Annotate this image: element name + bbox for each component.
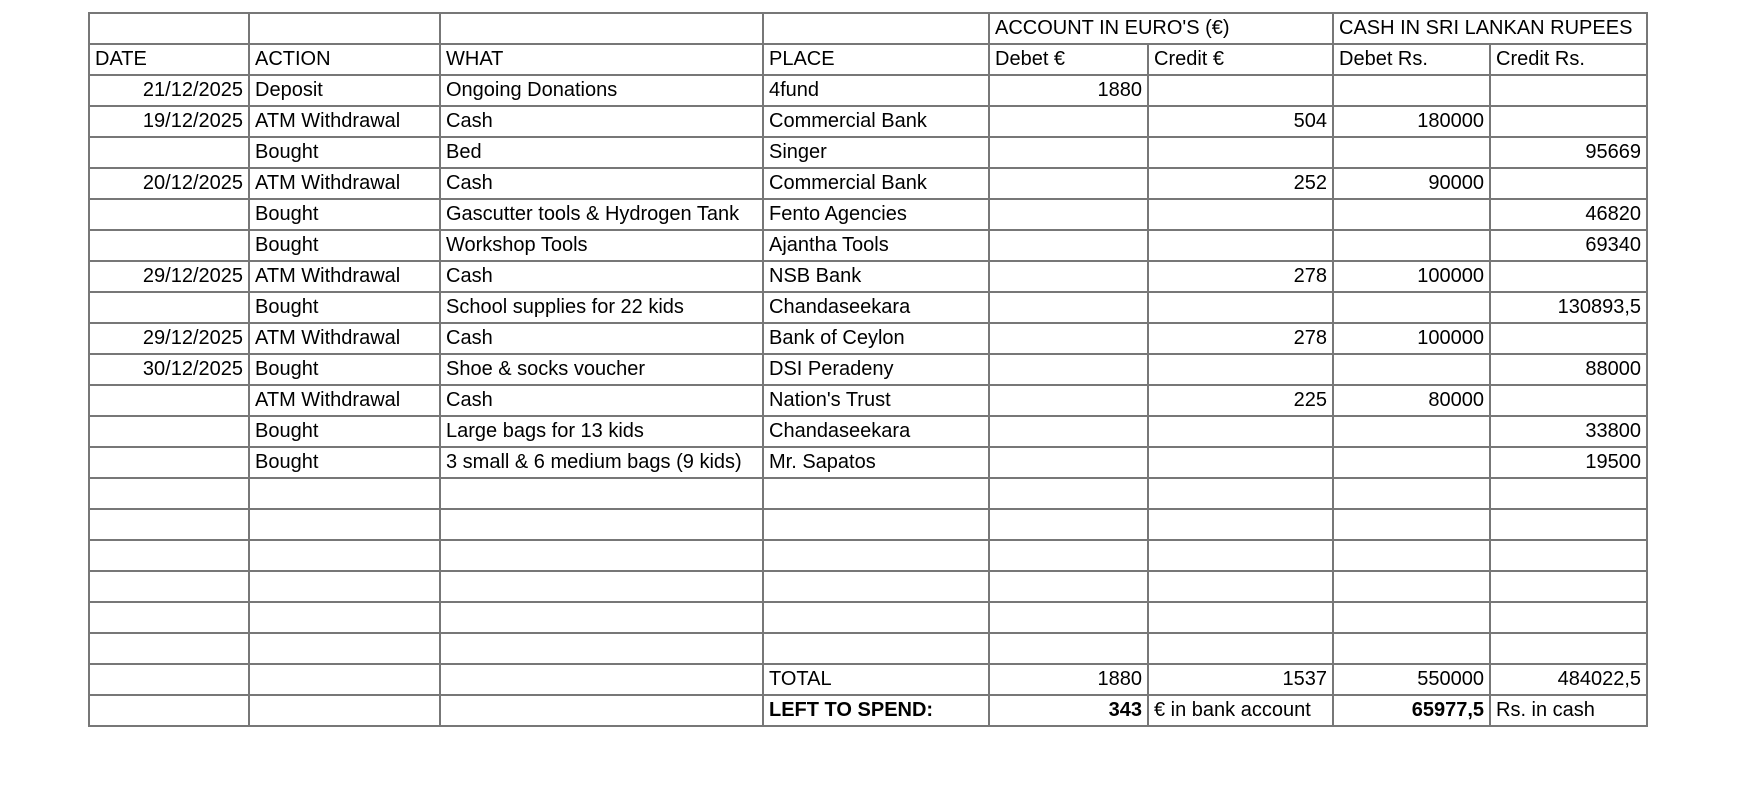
table-row (89, 416, 1647, 447)
empty-cell[interactable] (1148, 633, 1333, 664)
empty-cell[interactable] (989, 540, 1148, 571)
cell-place[interactable]: NSB Bank (763, 261, 989, 292)
cell-what[interactable]: Cash (440, 168, 763, 199)
empty-cell[interactable] (1333, 540, 1490, 571)
table-row (89, 137, 1647, 168)
cell-credit-eur[interactable] (1148, 75, 1333, 106)
left-to-spend-eur-note[interactable]: € in bank account (1148, 695, 1333, 726)
cell-debet-rs[interactable]: 180000 (1333, 106, 1490, 137)
cell-debet-eur[interactable] (989, 354, 1148, 385)
cell-place[interactable]: Nation's Trust (763, 385, 989, 416)
empty-cell[interactable] (763, 509, 989, 540)
table-row (89, 385, 1647, 416)
cell-date[interactable]: 30/12/2025 (89, 354, 249, 385)
empty-cell[interactable] (763, 571, 989, 602)
cell-debet-eur[interactable] (989, 292, 1148, 323)
cell-credit-eur[interactable]: 225 (1148, 385, 1333, 416)
cell-credit-rs[interactable] (1490, 323, 1647, 354)
cell-debet-eur[interactable] (989, 199, 1148, 230)
cell[interactable] (249, 13, 440, 44)
left-to-spend-rs-value[interactable]: 65977,5 (1333, 695, 1490, 726)
cell-date[interactable]: 29/12/2025 (89, 261, 249, 292)
empty-cell[interactable] (440, 509, 763, 540)
cell-debet-eur[interactable] (989, 385, 1148, 416)
cell-what[interactable]: Workshop Tools (440, 230, 763, 261)
cell-credit-rs[interactable]: 95669 (1490, 137, 1647, 168)
table-row (89, 230, 1647, 261)
empty-cell[interactable] (440, 633, 763, 664)
group-header-row (89, 13, 1647, 44)
cell-credit-rs[interactable]: 88000 (1490, 354, 1647, 385)
cell-credit-eur[interactable] (1148, 137, 1333, 168)
column-header-debet-eur[interactable]: Debet € (989, 44, 1148, 75)
empty-cell[interactable] (440, 478, 763, 509)
column-header-action[interactable]: ACTION (249, 44, 440, 75)
table-row (89, 75, 1647, 106)
empty-cell[interactable] (989, 509, 1148, 540)
empty-cell[interactable] (249, 478, 440, 509)
cell[interactable] (440, 13, 763, 44)
table-row (89, 168, 1647, 199)
cell[interactable] (89, 695, 249, 726)
cell-action[interactable]: ATM Withdrawal (249, 385, 440, 416)
cell[interactable] (249, 664, 440, 695)
empty-cell[interactable] (989, 478, 1148, 509)
total-debet-eur[interactable]: 1880 (989, 664, 1148, 695)
empty-cell[interactable] (1333, 571, 1490, 602)
cell-credit-eur[interactable] (1148, 292, 1333, 323)
empty-cell[interactable] (89, 602, 249, 633)
empty-cell[interactable] (763, 602, 989, 633)
empty-cell[interactable] (440, 571, 763, 602)
cell-credit-eur[interactable]: 504 (1148, 106, 1333, 137)
cell-credit-rs[interactable]: 19500 (1490, 447, 1647, 478)
cell-place[interactable]: Singer (763, 137, 989, 168)
empty-cell[interactable] (249, 633, 440, 664)
cell-place[interactable]: 4fund (763, 75, 989, 106)
cell-debet-eur[interactable] (989, 261, 1148, 292)
cell-debet-rs[interactable] (1333, 292, 1490, 323)
cell-debet-eur[interactable] (989, 416, 1148, 447)
cell-credit-eur[interactable] (1148, 230, 1333, 261)
column-header-what[interactable]: WHAT (440, 44, 763, 75)
cell-credit-rs[interactable]: 69340 (1490, 230, 1647, 261)
cell-credit-eur[interactable] (1148, 199, 1333, 230)
empty-cell[interactable] (1148, 540, 1333, 571)
cell-date[interactable] (89, 230, 249, 261)
table-row (89, 292, 1647, 323)
column-header-date[interactable]: DATE (89, 44, 249, 75)
column-header-row (89, 44, 1647, 75)
empty-cell[interactable] (989, 602, 1148, 633)
cell[interactable] (440, 664, 763, 695)
cell-what[interactable]: Large bags for 13 kids (440, 416, 763, 447)
cell-credit-rs[interactable]: 46820 (1490, 199, 1647, 230)
cell-credit-rs[interactable] (1490, 75, 1647, 106)
empty-cell[interactable] (763, 633, 989, 664)
cell-debet-rs[interactable]: 100000 (1333, 323, 1490, 354)
cell-credit-rs[interactable]: 130893,5 (1490, 292, 1647, 323)
column-header-credit-rs[interactable]: Credit Rs. (1490, 44, 1647, 75)
cell-credit-rs[interactable] (1490, 261, 1647, 292)
cell-date[interactable]: 21/12/2025 (89, 75, 249, 106)
empty-cell[interactable] (989, 571, 1148, 602)
cell-debet-rs[interactable] (1333, 416, 1490, 447)
empty-cell[interactable] (249, 540, 440, 571)
cell-credit-rs[interactable] (1490, 168, 1647, 199)
cell-debet-rs[interactable]: 90000 (1333, 168, 1490, 199)
cell-debet-rs[interactable] (1333, 199, 1490, 230)
cell-action[interactable]: ATM Withdrawal (249, 106, 440, 137)
empty-cell[interactable] (1148, 478, 1333, 509)
cell-what[interactable]: 3 small & 6 medium bags (9 kids) (440, 447, 763, 478)
empty-cell[interactable] (89, 540, 249, 571)
cell[interactable] (440, 695, 763, 726)
cell-debet-eur[interactable] (989, 168, 1148, 199)
empty-cell[interactable] (440, 540, 763, 571)
cell-action[interactable]: Bought (249, 230, 440, 261)
table-row (89, 106, 1647, 137)
total-credit-rs[interactable]: 484022,5 (1490, 664, 1647, 695)
cell-action[interactable]: Bought (249, 292, 440, 323)
cell-action[interactable]: Bought (249, 199, 440, 230)
empty-row (89, 633, 1647, 664)
empty-cell[interactable] (763, 540, 989, 571)
cell-date[interactable] (89, 416, 249, 447)
total-row (89, 664, 1647, 695)
empty-cell[interactable] (1490, 571, 1647, 602)
cell-place[interactable]: Bank of Ceylon (763, 323, 989, 354)
empty-cell[interactable] (1148, 509, 1333, 540)
empty-cell[interactable] (989, 633, 1148, 664)
cell-what[interactable]: Shoe & socks voucher (440, 354, 763, 385)
table-row (89, 261, 1647, 292)
cell-action[interactable]: ATM Withdrawal (249, 261, 440, 292)
empty-row (89, 540, 1647, 571)
cell-debet-eur[interactable] (989, 230, 1148, 261)
total-label[interactable]: TOTAL (763, 664, 989, 695)
cell-debet-rs[interactable] (1333, 230, 1490, 261)
empty-cell[interactable] (1148, 602, 1333, 633)
cell-place[interactable]: Ajantha Tools (763, 230, 989, 261)
cell-debet-rs[interactable] (1333, 75, 1490, 106)
empty-cell[interactable] (1333, 602, 1490, 633)
empty-cell[interactable] (249, 602, 440, 633)
empty-row (89, 571, 1647, 602)
empty-cell[interactable] (1490, 540, 1647, 571)
table-row (89, 199, 1647, 230)
cell-place[interactable]: Mr. Sapatos (763, 447, 989, 478)
cell-place[interactable]: Chandaseekara (763, 292, 989, 323)
cell-date[interactable] (89, 447, 249, 478)
cell-action[interactable]: Bought (249, 137, 440, 168)
cell-credit-rs[interactable] (1490, 106, 1647, 137)
cell-what[interactable]: Bed (440, 137, 763, 168)
empty-cell[interactable] (440, 602, 763, 633)
euro-account-group-header[interactable]: ACCOUNT IN EURO'S (€) (989, 13, 1333, 44)
cell-debet-eur[interactable] (989, 106, 1148, 137)
cell-date[interactable]: 19/12/2025 (89, 106, 249, 137)
cell-place[interactable]: DSI Peradeny (763, 354, 989, 385)
cell-credit-eur[interactable]: 252 (1148, 168, 1333, 199)
empty-cell[interactable] (1490, 509, 1647, 540)
table-row (89, 323, 1647, 354)
cell-action[interactable]: Bought (249, 416, 440, 447)
cell-credit-eur[interactable] (1148, 354, 1333, 385)
column-header-credit-eur[interactable]: Credit € (1148, 44, 1333, 75)
cell-what[interactable]: Gascutter tools & Hydrogen Tank (440, 199, 763, 230)
cell-place[interactable]: Fento Agencies (763, 199, 989, 230)
empty-cell[interactable] (1333, 509, 1490, 540)
column-header-debet-rs[interactable]: Debet Rs. (1333, 44, 1490, 75)
cell-date[interactable] (89, 199, 249, 230)
cell-debet-rs[interactable]: 100000 (1333, 261, 1490, 292)
cell-credit-eur[interactable] (1148, 416, 1333, 447)
empty-cell[interactable] (249, 509, 440, 540)
empty-cell[interactable] (249, 571, 440, 602)
cell-debet-eur[interactable]: 1880 (989, 75, 1148, 106)
left-to-spend-label[interactable]: LEFT TO SPEND: (763, 695, 989, 726)
cell-place[interactable]: Chandaseekara (763, 416, 989, 447)
empty-cell[interactable] (89, 509, 249, 540)
cell-debet-rs[interactable] (1333, 447, 1490, 478)
left-to-spend-eur-value[interactable]: 343 (989, 695, 1148, 726)
empty-cell[interactable] (89, 633, 249, 664)
total-credit-eur[interactable]: 1537 (1148, 664, 1333, 695)
cell-place[interactable]: Commercial Bank (763, 168, 989, 199)
table-row (89, 354, 1647, 385)
cell-credit-eur[interactable] (1148, 447, 1333, 478)
total-debet-rs[interactable]: 550000 (1333, 664, 1490, 695)
cell[interactable] (89, 664, 249, 695)
cell[interactable] (763, 13, 989, 44)
cell-date[interactable]: 20/12/2025 (89, 168, 249, 199)
empty-row (89, 478, 1647, 509)
empty-row (89, 602, 1647, 633)
left-to-spend-row (89, 695, 1647, 726)
cell-date[interactable] (89, 292, 249, 323)
cell-what[interactable]: Cash (440, 106, 763, 137)
table-row (89, 447, 1647, 478)
cell-date[interactable]: 29/12/2025 (89, 323, 249, 354)
left-to-spend-rs-note[interactable]: Rs. in cash (1490, 695, 1647, 726)
cell-what[interactable]: Cash (440, 385, 763, 416)
empty-cell[interactable] (1490, 633, 1647, 664)
empty-cell[interactable] (1148, 571, 1333, 602)
spreadsheet (88, 12, 1648, 727)
empty-cell[interactable] (89, 571, 249, 602)
cell[interactable] (249, 695, 440, 726)
cell-what[interactable]: Ongoing Donations (440, 75, 763, 106)
cell-action[interactable]: Deposit (249, 75, 440, 106)
empty-cell[interactable] (1490, 602, 1647, 633)
cell-credit-rs[interactable] (1490, 385, 1647, 416)
cell-action[interactable]: Bought (249, 447, 440, 478)
cell-credit-eur[interactable]: 278 (1148, 261, 1333, 292)
cell-credit-rs[interactable]: 33800 (1490, 416, 1647, 447)
empty-cell[interactable] (1333, 478, 1490, 509)
cell-debet-eur[interactable] (989, 137, 1148, 168)
cell-action[interactable]: ATM Withdrawal (249, 168, 440, 199)
cell-debet-rs[interactable] (1333, 137, 1490, 168)
cell-date[interactable] (89, 137, 249, 168)
cell-debet-rs[interactable]: 80000 (1333, 385, 1490, 416)
cell-what[interactable]: School supplies for 22 kids (440, 292, 763, 323)
cell-place[interactable]: Commercial Bank (763, 106, 989, 137)
cell-debet-eur[interactable] (989, 447, 1148, 478)
cell-action[interactable]: ATM Withdrawal (249, 323, 440, 354)
empty-row (89, 509, 1647, 540)
empty-cell[interactable] (1490, 478, 1647, 509)
cell-credit-eur[interactable]: 278 (1148, 323, 1333, 354)
cell-date[interactable] (89, 385, 249, 416)
cell-what[interactable]: Cash (440, 323, 763, 354)
cell[interactable] (89, 13, 249, 44)
rupees-cash-group-header[interactable]: CASH IN SRI LANKAN RUPEES (1333, 13, 1647, 44)
empty-cell[interactable] (763, 478, 989, 509)
empty-cell[interactable] (1333, 633, 1490, 664)
cell-what[interactable]: Cash (440, 261, 763, 292)
cell-debet-eur[interactable] (989, 323, 1148, 354)
cell-debet-rs[interactable] (1333, 354, 1490, 385)
budget-table (88, 12, 1648, 727)
column-header-place[interactable]: PLACE (763, 44, 989, 75)
empty-cell[interactable] (89, 478, 249, 509)
cell-action[interactable]: Bought (249, 354, 440, 385)
